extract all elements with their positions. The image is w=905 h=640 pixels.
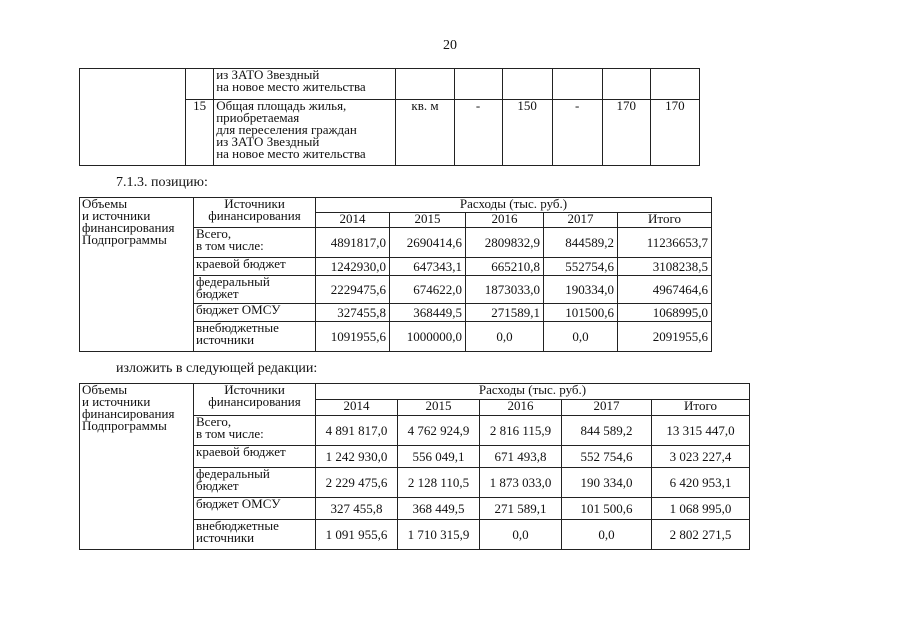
- value-cell: 1242930,0: [316, 258, 390, 276]
- value-cell: 0,0: [562, 520, 652, 550]
- total-cell: 6 420 953,1: [652, 468, 750, 498]
- section-label: Объемы и источники финансирования Подпрограммы: [80, 198, 194, 352]
- total-cell: 1 068 995,0: [652, 498, 750, 520]
- sources-header: Источники финансирования: [194, 384, 316, 416]
- value-cell: 1873033,0: [466, 276, 544, 304]
- value-cell: 368 449,5: [398, 498, 480, 520]
- value-cell: 170: [602, 100, 650, 166]
- value-cell: 1 873 033,0: [480, 468, 562, 498]
- indicator-name: из ЗАТО Звездный на новое место жительства: [214, 69, 396, 100]
- total-cell: 4967464,6: [618, 276, 712, 304]
- total-header: Итого: [618, 213, 712, 228]
- value-cell: 190334,0: [544, 276, 618, 304]
- value-cell: 4891817,0: [316, 228, 390, 258]
- value-cell: 671 493,8: [480, 446, 562, 468]
- year-header: 2014: [316, 213, 390, 228]
- value-cell: 327455,8: [316, 304, 390, 322]
- value-cell: 0,0: [480, 520, 562, 550]
- source-name: федеральный бюджет: [194, 276, 316, 304]
- value-cell: 2 229 475,6: [316, 468, 398, 498]
- value-cell: 2690414,6: [390, 228, 466, 258]
- value-cell: 0,0: [544, 322, 618, 352]
- paragraph-new-edition: изложить в следующей редакции:: [116, 361, 318, 376]
- value-cell: 1 091 955,6: [316, 520, 398, 550]
- value-cell: 556 049,1: [398, 446, 480, 468]
- source-name: краевой бюджет: [194, 258, 316, 276]
- table-row: [80, 69, 700, 100]
- source-name: бюджет ОМСУ: [194, 304, 316, 322]
- finance-table-new: [79, 383, 750, 550]
- value-cell: -: [454, 100, 502, 166]
- total-cell: 13 315 447,0: [652, 416, 750, 446]
- value-cell: 271589,1: [466, 304, 544, 322]
- total-cell: 2091955,6: [618, 322, 712, 352]
- value-cell: 2 816 115,9: [480, 416, 562, 446]
- source-name: бюджет ОМСУ: [194, 498, 316, 520]
- unit-cell: кв. м: [396, 100, 454, 166]
- total-cell: 1068995,0: [618, 304, 712, 322]
- value-cell: 4 891 817,0: [316, 416, 398, 446]
- indicators-table: [79, 68, 700, 166]
- value-cell: 844589,2: [544, 228, 618, 258]
- value-cell: 101500,6: [544, 304, 618, 322]
- value-cell: 327 455,8: [316, 498, 398, 520]
- total-header: Итого: [652, 400, 750, 416]
- year-header: 2014: [316, 400, 398, 416]
- empty-cell: [186, 69, 214, 100]
- value-cell: 2229475,6: [316, 276, 390, 304]
- value-cell: 190 334,0: [562, 468, 652, 498]
- value-cell: 552754,6: [544, 258, 618, 276]
- source-name: Всего, в том числе:: [194, 228, 316, 258]
- source-name: краевой бюджет: [194, 446, 316, 468]
- row-number: 15: [186, 100, 214, 166]
- year-header: 2016: [466, 213, 544, 228]
- source-name: федеральный бюджет: [194, 468, 316, 498]
- finance-table-old: [79, 197, 712, 352]
- value-cell: 101 500,6: [562, 498, 652, 520]
- value-cell: 665210,8: [466, 258, 544, 276]
- expenses-header: Расходы (тыс. руб.): [316, 384, 750, 400]
- source-name: внебюджетные источники: [194, 322, 316, 352]
- year-header: 2015: [390, 213, 466, 228]
- value-cell: 1091955,6: [316, 322, 390, 352]
- value-cell: 1 242 930,0: [316, 446, 398, 468]
- total-cell: 3108238,5: [618, 258, 712, 276]
- value-cell: 1 710 315,9: [398, 520, 480, 550]
- empty-cell: [80, 69, 186, 166]
- value-cell: 368449,5: [390, 304, 466, 322]
- value-cell: 844 589,2: [562, 416, 652, 446]
- paragraph-position: 7.1.3. позицию:: [116, 175, 208, 190]
- year-header: 2015: [398, 400, 480, 416]
- value-cell: 0,0: [466, 322, 544, 352]
- value-cell: 150: [502, 100, 552, 166]
- year-header: 2017: [562, 400, 652, 416]
- indicator-name: Общая площадь жилья, приобретаемая для переселения граждан из ЗАТО Звездный на новое место жительства: [214, 100, 396, 166]
- value-cell: -: [552, 100, 602, 166]
- value-cell: 170: [650, 100, 699, 166]
- section-label: Объемы и источники финансирования Подпрограммы: [80, 384, 194, 550]
- value-cell: 647343,1: [390, 258, 466, 276]
- value-cell: 552 754,6: [562, 446, 652, 468]
- total-cell: 3 023 227,4: [652, 446, 750, 468]
- source-name: Всего, в том числе:: [194, 416, 316, 446]
- value-cell: 2 128 110,5: [398, 468, 480, 498]
- value-cell: 271 589,1: [480, 498, 562, 520]
- total-cell: 11236653,7: [618, 228, 712, 258]
- value-cell: 2809832,9: [466, 228, 544, 258]
- source-name: внебюджетные источники: [194, 520, 316, 550]
- year-header: 2017: [544, 213, 618, 228]
- value-cell: 4 762 924,9: [398, 416, 480, 446]
- sources-header: Источники финансирования: [194, 198, 316, 228]
- page-number: 20: [443, 38, 457, 53]
- total-cell: 2 802 271,5: [652, 520, 750, 550]
- value-cell: 1000000,0: [390, 322, 466, 352]
- value-cell: 674622,0: [390, 276, 466, 304]
- expenses-header: Расходы (тыс. руб.): [316, 198, 712, 213]
- year-header: 2016: [480, 400, 562, 416]
